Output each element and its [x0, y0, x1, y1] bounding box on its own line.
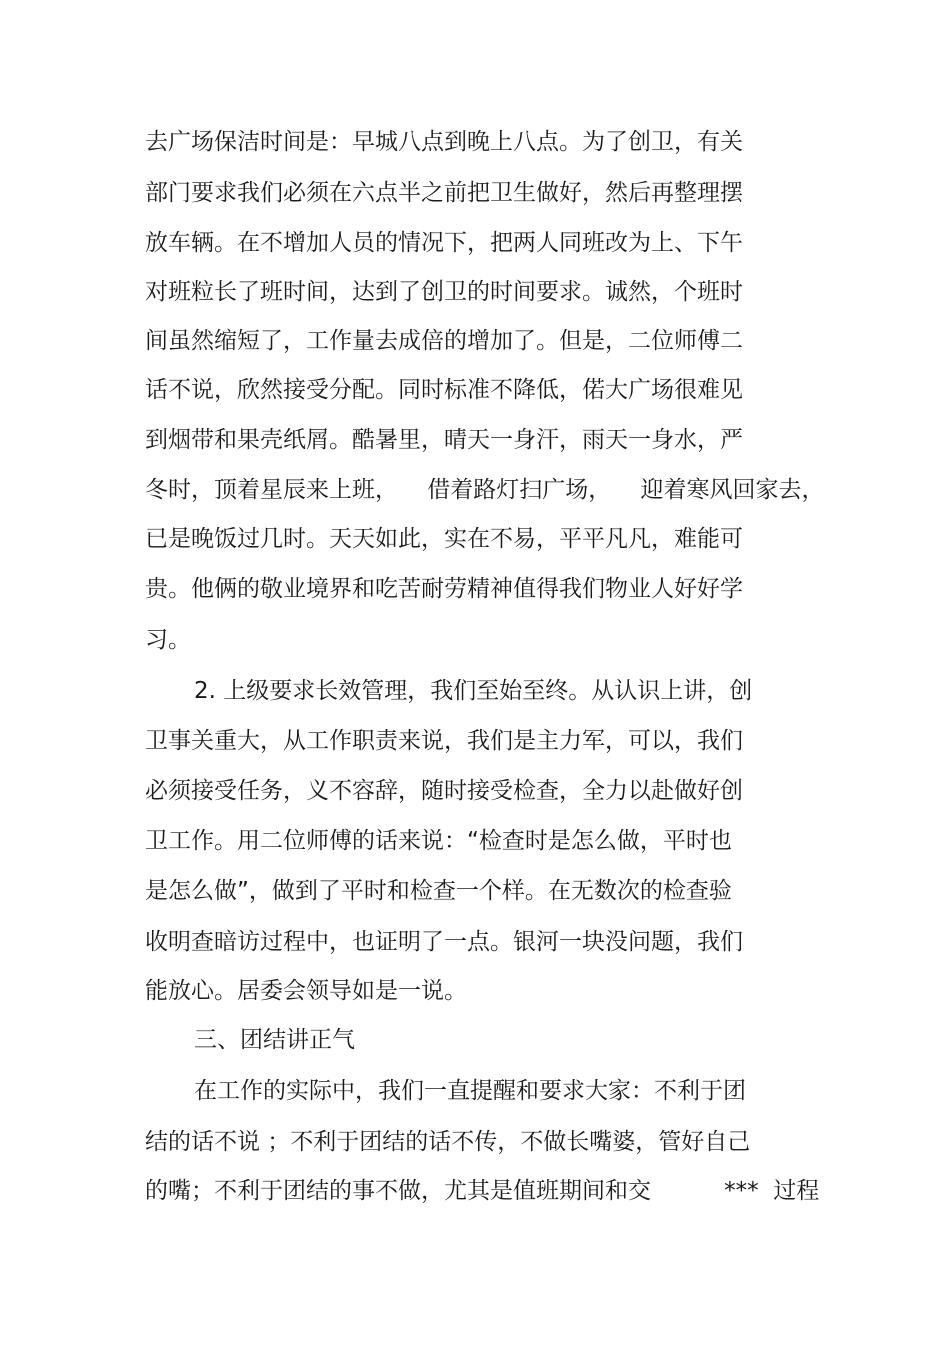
text-line-4: 对班粒长了班时间，达到了创卫的时间要求。诚然，个班时 — [145, 279, 743, 305]
text-line-18: 能放心。居委会领导如是一说。 — [145, 978, 467, 1004]
text-line-9: 已是晚饭过几时。天天如此，实在不易，平平凡凡，难能可 — [145, 526, 743, 552]
text-line-11: 习。 — [145, 627, 191, 653]
text-line-10: 贵。他俩的敬业境界和吃苦耐劳精神值得我们物业人好好学 — [145, 576, 743, 602]
text-line-21: 结的话不说 ；不利于团结的话不传，不做长嘴婆，管好自己 — [145, 1129, 751, 1155]
text-line-2: 部门要求我们必须在六点半之前把卫生做好，然后再整理摆 — [145, 180, 743, 206]
text-line-5: 间虽然缩短了，工作量去成倍的增加了。但是，二位师傅二 — [145, 328, 743, 354]
text-line-13: 卫事关重大，从工作职责来说，我们是主力军，可以，我们 — [145, 728, 743, 754]
text-line-14: 必须接受任务，义不容辞，随时接受检查，全力以赴做好创 — [145, 778, 743, 804]
text-line-15: 卫工作。用二位师傅的话来说：“检查时是怎么做，平时也 — [145, 828, 732, 854]
text-line-3: 放车辆。在不增加人员的情况下，把两人同班改为上、下午 — [145, 230, 743, 256]
text-line-8: 冬时，顶着星辰来上班， 借着路灯扫广场， 迎着寒风回家去， — [145, 477, 825, 503]
text-line-16: 是怎么做”，做到了平时和检查一个样。在无数次的检查验 — [145, 878, 732, 904]
text-line-1: 去广场保洁时间是：早城八点到晚上八点。为了创卫，有关 — [145, 129, 743, 155]
text-line-22: 的嘴；不利于团结的事不做，尤其是值班期间和交 *** 过程 — [145, 1178, 820, 1204]
section-heading: 三、团结讲正气 — [194, 1027, 355, 1053]
text-line-20: 在工作的实际中，我们一直提醒和要求大家：不利于团 — [194, 1078, 746, 1104]
text-line-6: 话不说，欣然接受分配。同时标准不降低，偌大广场很难见 — [145, 377, 743, 403]
text-line-7: 到烟带和果壳纸屑。酷暑里，晴天一身汗，雨天一身水，严 — [145, 427, 743, 453]
text-line-12: 2. 上级要求长效管理，我们至始至终。从认识上讲，创 — [194, 678, 753, 704]
text-line-17: 收明查暗访过程中，也证明了一点。银河一块没问题，我们 — [145, 929, 743, 955]
